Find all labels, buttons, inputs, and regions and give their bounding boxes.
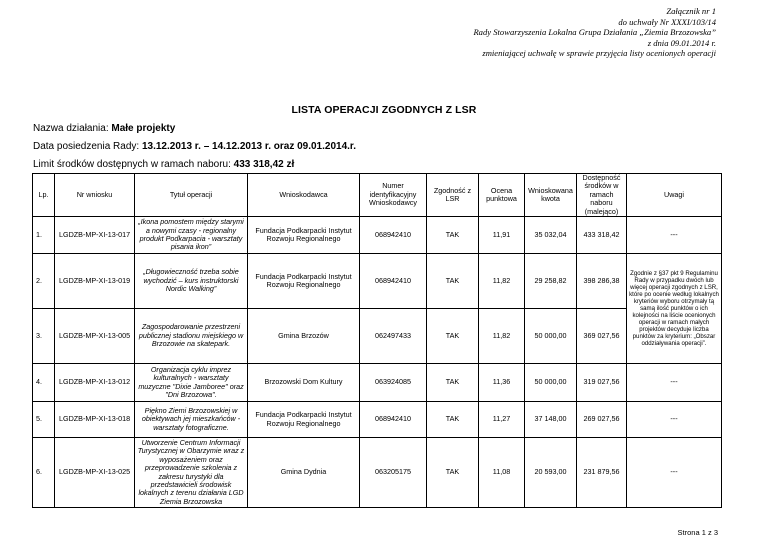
- cell-zgodnosc: TAK: [427, 309, 479, 364]
- cell-dostepnosc: 398 286,38: [577, 254, 627, 309]
- cell-nr-wniosku: LGDZB-MP-XI-13-017: [55, 217, 135, 254]
- cell-wnioskodawca: Fundacja Podkarpacki Instytut Rozwoju Regionalnego: [248, 217, 360, 254]
- table-row: [33, 217, 722, 254]
- header-zgodnosc: Zgodność z LSR: [427, 174, 479, 217]
- cell-ocena: 11,82: [479, 309, 525, 364]
- cell-numer-id: 063205175: [360, 438, 427, 508]
- cell-uwagi: ---: [627, 217, 722, 254]
- cell-tytul: Zagospodarowanie przestrzeni publicznej stadionu miejskiego w Brzozowie na skatepark.: [135, 309, 248, 364]
- cell-wnioskodawca: Gmina Brzozów: [248, 309, 360, 364]
- cell-lp: 5.: [33, 402, 55, 438]
- page-number: Strona 1 z 3: [677, 528, 718, 537]
- cell-numer-id: 068942410: [360, 402, 427, 438]
- document-title: LISTA OPERACJI ZGODNYCH Z LSR: [291, 104, 477, 116]
- table-row: [33, 438, 722, 508]
- cell-wnioskodawca: Fundacja Podkarpacki Instytut Rozwoju Regionalnego: [248, 254, 360, 309]
- cell-zgodnosc: TAK: [427, 402, 479, 438]
- table-row: [33, 309, 722, 364]
- cell-lp: 3.: [33, 309, 55, 364]
- cell-nr-wniosku: LGDZB-MP-XI-13-005: [55, 309, 135, 364]
- cell-uwagi-note: Zgodnie z §37 pkt 9 Regulaminu Rady w przypadku dwóch lub więcej operacji zgodnych z LSR, które po ocenie według lokalnych kryteriów wyboru otrzymały tą samą ilość punktów o ich kolejności na liście ocenionych operacji w ramach małych projektów decyduje liczba punktów za kryterium: „Obszar oddziaływania operacji”.: [627, 254, 722, 364]
- header-dostepnosc: Dostępność środków w ramach naboru (malejąco): [577, 174, 627, 217]
- annex-line: Załącznik nr 1: [666, 6, 716, 16]
- cell-nr-wniosku: LGDZB-MP-XI-13-025: [55, 438, 135, 508]
- cell-uwagi: ---: [627, 402, 722, 438]
- cell-tytul: „Długowieczność trzeba sobie wychodzić – kurs instruktorski Nordic Walking”: [135, 254, 248, 309]
- header-lp: Lp.: [33, 174, 55, 217]
- header-kwota: Wnioskowana kwota: [525, 174, 577, 217]
- cell-ocena: 11,36: [479, 364, 525, 402]
- cell-ocena: 11,91: [479, 217, 525, 254]
- cell-zgodnosc: TAK: [427, 364, 479, 402]
- cell-kwota: 29 258,82: [525, 254, 577, 309]
- cell-tytul: Organizacja cyklu imprez kulturalnych - warsztaty muzyczne "Dixie Jamboree" oraz "Dni Brzozowa".: [135, 364, 248, 402]
- cell-lp: 4.: [33, 364, 55, 402]
- cell-kwota: 50 000,00: [525, 364, 577, 402]
- operations-table: [32, 173, 722, 508]
- cell-tytul: „Ikona pomostem między starymi a nowymi czasy - regionalny produkt Podkarpacia - warsztaty pisania ikon”: [135, 217, 248, 254]
- annex-line: zmieniającej uchwałę w sprawie przyjęcia listy ocenionych operacji: [482, 48, 716, 59]
- table-row: [33, 402, 722, 438]
- cell-dostepnosc: 231 879,56: [577, 438, 627, 508]
- cell-zgodnosc: TAK: [427, 217, 479, 254]
- action-name: [33, 123, 175, 134]
- cell-ocena: 11,08: [479, 438, 525, 508]
- header-wnioskodawca: Wnioskodawca: [248, 174, 360, 217]
- annex-line: do uchwały Nr XXXI/103/14: [618, 16, 716, 27]
- table-header-row: [33, 174, 722, 217]
- cell-lp: 2.: [33, 254, 55, 309]
- cell-numer-id: 068942410: [360, 254, 427, 309]
- cell-numer-id: 063924085: [360, 364, 427, 402]
- cell-dostepnosc: 269 027,56: [577, 402, 627, 438]
- funds-limit-value: 433 318,42 zł: [233, 159, 295, 170]
- cell-dostepnosc: 433 318,42: [577, 217, 627, 254]
- cell-tytul: Piękno Ziemi Brzozowskiej w obiektywach jej mieszkańców - warsztaty fotograficzne.: [135, 402, 248, 438]
- cell-wnioskodawca: Fundacja Podkarpacki Instytut Rozwoju Regionalnego: [248, 402, 360, 438]
- cell-kwota: 20 593,00: [525, 438, 577, 508]
- cell-ocena: 11,27: [479, 402, 525, 438]
- header-uwagi: Uwagi: [627, 174, 722, 217]
- cell-numer-id: 062497433: [360, 309, 427, 364]
- session-date-label: Data posiedzenia Rady:: [33, 141, 142, 152]
- funds-limit: [33, 159, 294, 170]
- session-date-value: 13.12.2013 r. – 14.12.2013 r. oraz 09.01.2014.r.: [141, 141, 357, 152]
- cell-zgodnosc: TAK: [427, 438, 479, 508]
- action-name-value: Małe projekty: [111, 123, 176, 134]
- cell-ocena: 11,82: [479, 254, 525, 309]
- cell-tytul: Utworzenie Centrum Informacji Turystycznej w Obarzymie wraz z wyposażeniem oraz przeprowadzenie szkolenia z zakresu turystyki dla przedstawicieli środowisk lokalnych z terenu działania LGD Ziemia Brzozowska: [135, 438, 248, 508]
- cell-kwota: 35 032,04: [525, 217, 577, 254]
- cell-dostepnosc: 319 027,56: [577, 364, 627, 402]
- cell-nr-wniosku: LGDZB-MP-XI-13-019: [55, 254, 135, 309]
- cell-lp: 6.: [33, 438, 55, 508]
- cell-kwota: 50 000,00: [525, 309, 577, 364]
- cell-wnioskodawca: Gmina Dydnia: [248, 438, 360, 508]
- cell-uwagi: ---: [627, 364, 722, 402]
- cell-nr-wniosku: LGDZB-MP-XI-13-012: [55, 364, 135, 402]
- cell-dostepnosc: 369 027,56: [577, 309, 627, 364]
- table-row: [33, 364, 722, 402]
- header-ocena: Ocena punktowa: [479, 174, 525, 217]
- action-name-label: Nazwa działania:: [33, 123, 112, 134]
- cell-uwagi: ---: [627, 438, 722, 508]
- annex-header: [296, 6, 716, 59]
- annex-line: z dnia 09.01.2014 r.: [647, 37, 716, 48]
- header-tytul-operacji: Tytuł operacji: [135, 174, 248, 217]
- funds-limit-label: Limit środków dostępnych w ramach naboru:: [33, 159, 234, 170]
- cell-zgodnosc: TAK: [427, 254, 479, 309]
- cell-lp: 1.: [33, 217, 55, 254]
- cell-numer-id: 068942410: [360, 217, 427, 254]
- cell-wnioskodawca: Brzozowski Dom Kultury: [248, 364, 360, 402]
- annex-line: Rady Stowarzyszenia Lokalna Grupa Działania „Ziemia Brzozowska”: [473, 27, 716, 38]
- cell-nr-wniosku: LGDZB-MP-XI-13-018: [55, 402, 135, 438]
- table-row: [33, 254, 722, 309]
- session-date: [33, 141, 356, 152]
- cell-kwota: 37 148,00: [525, 402, 577, 438]
- header-nr-wniosku: Nr wniosku: [55, 174, 135, 217]
- header-numer-identyfikacyjny: Numer identyfikacyjny Wnioskodawcy: [360, 174, 427, 217]
